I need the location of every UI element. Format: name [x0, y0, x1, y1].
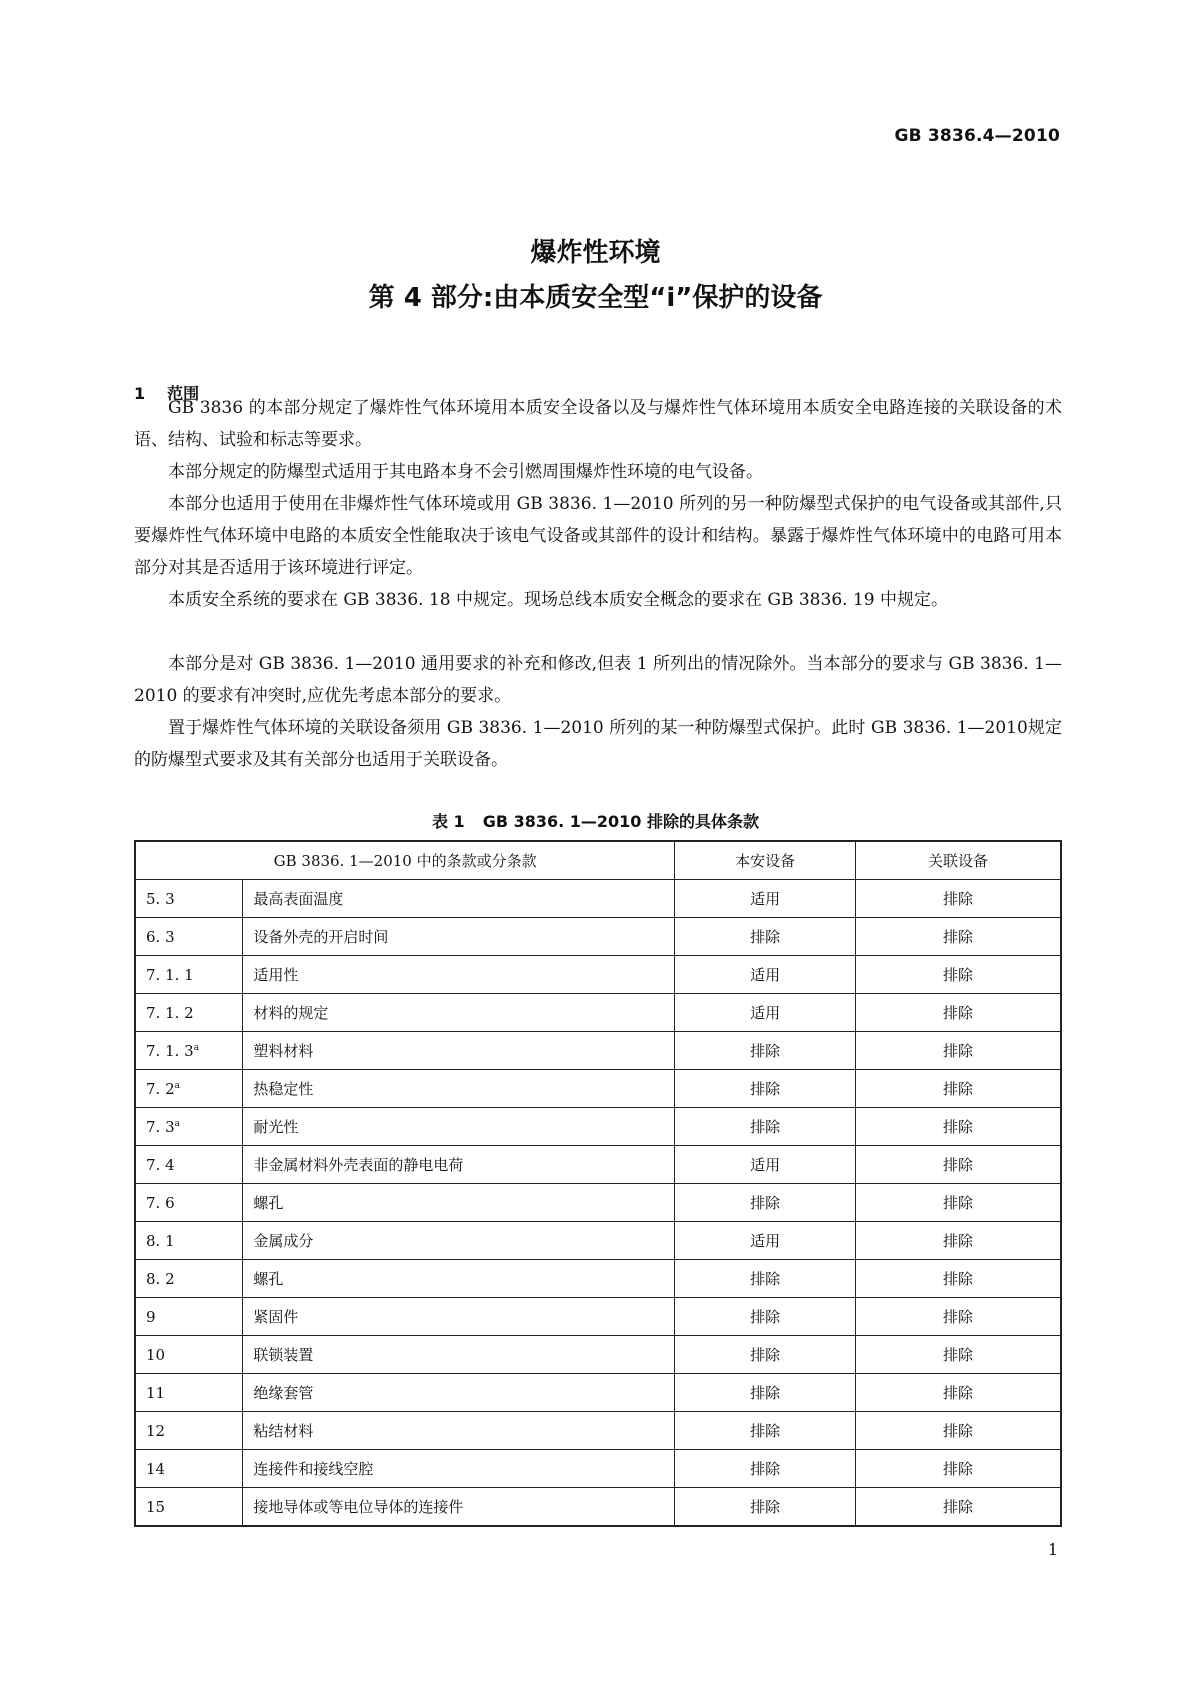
clause-title: 螺孔: [243, 1184, 675, 1222]
document-title: 爆炸性环境: [530, 238, 661, 268]
footnote-mark: a: [193, 1042, 200, 1053]
clause-title: 最高表面温度: [243, 880, 675, 918]
clause-title: 适用性: [243, 956, 675, 994]
intrinsic-status: 排除: [675, 1336, 856, 1374]
clause-title: 金属成分: [243, 1222, 675, 1260]
table-header-row: [135, 841, 1061, 880]
intrinsic-status: 适用: [675, 1222, 856, 1260]
paragraph: 本质安全系统的要求在 GB 3836. 18 中规定。现场总线本质安全概念的要求在 GB 3836. 19 中规定。: [168, 590, 948, 610]
header-associated-equipment: 关联设备: [855, 841, 1061, 880]
associated-status: 排除: [855, 1488, 1061, 1527]
table-caption-title: GB 3836. 1—2010 排除的具体条款: [482, 812, 760, 831]
associated-status: 排除: [855, 1146, 1061, 1184]
clause-number: 8. 2: [135, 1260, 243, 1298]
table-row: [135, 1336, 1061, 1374]
intrinsic-status: 适用: [675, 1146, 856, 1184]
clause-number: 8. 1: [135, 1222, 243, 1260]
clause-title: 联锁装置: [243, 1336, 675, 1374]
clause-number: 14: [135, 1450, 243, 1488]
intrinsic-status: 排除: [675, 1412, 856, 1450]
clause-title: 连接件和接线空腔: [243, 1450, 675, 1488]
clause-number: 7. 4: [135, 1146, 243, 1184]
paragraph: 置于爆炸性气体环境的关联设备须用 GB 3836. 1—2010 所列的某一种防爆型式保护。此时 GB 3836. 1—2010规定的防爆型式要求及其有关部分也适用于关联设备。: [134, 718, 1062, 770]
table-row: [135, 956, 1061, 994]
intrinsic-status: 排除: [675, 918, 856, 956]
standard-code: GB 3836.4—2010: [894, 126, 1060, 146]
intrinsic-status: 排除: [675, 1298, 856, 1336]
table-caption-label: 表 1: [431, 812, 465, 831]
clause-number: 7. 2: [146, 1079, 175, 1098]
paragraph: 本部分规定的防爆型式适用于其电路本身不会引燃周围爆炸性环境的电气设备。: [168, 462, 763, 482]
table-row: [135, 1450, 1061, 1488]
associated-status: 排除: [855, 1184, 1061, 1222]
clause-title: 螺孔: [243, 1260, 675, 1298]
clause-title: 热稳定性: [243, 1070, 675, 1108]
clause-title: 绝缘套管: [243, 1374, 675, 1412]
associated-status: 排除: [855, 1108, 1061, 1146]
page-number: 1: [1047, 1540, 1058, 1559]
intrinsic-status: 适用: [675, 956, 856, 994]
header-clause: GB 3836. 1—2010 中的条款或分条款: [135, 841, 675, 880]
associated-status: 排除: [855, 918, 1061, 956]
associated-status: 排除: [855, 1374, 1061, 1412]
clause-title: 接地导体或等电位导体的连接件: [243, 1488, 675, 1527]
clause-title: 耐光性: [243, 1108, 675, 1146]
paragraph: 本部分也适用于使用在非爆炸性气体环境或用 GB 3836. 1—2010 所列的另一种防爆型式保护的电气设备或其部件,只要爆炸性气体环境中电路的本质安全性能取决于该电气设备或其部件的设计和结构。暴露于爆炸性气体环境中的电路可用本部分对其是否适用于该环境进行评定。: [134, 494, 1062, 578]
intrinsic-status: 排除: [675, 1374, 856, 1412]
table-row: [135, 1146, 1061, 1184]
clause-number: 7. 6: [135, 1184, 243, 1222]
intrinsic-status: 排除: [675, 1260, 856, 1298]
clause-number: 7. 1. 3: [146, 1041, 194, 1060]
clause-number: 11: [135, 1374, 243, 1412]
clause-number: 9: [135, 1298, 243, 1336]
table-row: [135, 994, 1061, 1032]
table-row: [135, 880, 1061, 918]
table-caption: [0, 809, 1191, 832]
table-row: [135, 1298, 1061, 1336]
associated-status: 排除: [855, 1336, 1061, 1374]
associated-status: 排除: [855, 1298, 1061, 1336]
section-number: 1: [134, 384, 146, 403]
intrinsic-status: 排除: [675, 1488, 856, 1527]
table-row: [135, 1374, 1061, 1412]
table-row: [135, 1260, 1061, 1298]
clause-title: 设备外壳的开启时间: [243, 918, 675, 956]
clause-number: 7. 3: [146, 1117, 175, 1136]
footnote-mark: a: [174, 1118, 180, 1129]
intrinsic-status: 排除: [675, 1450, 856, 1488]
table-row: [135, 1412, 1061, 1450]
table-row: [135, 1108, 1061, 1146]
clause-title: 非金属材料外壳表面的静电电荷: [243, 1146, 675, 1184]
associated-status: 排除: [855, 880, 1061, 918]
clause-cell: [135, 1070, 243, 1108]
clause-number: 12: [135, 1412, 243, 1450]
associated-status: 排除: [855, 1070, 1061, 1108]
table-row: [135, 1222, 1061, 1260]
clause-title: 粘结材料: [243, 1412, 675, 1450]
intrinsic-status: 排除: [675, 1184, 856, 1222]
paragraph: 本部分是对 GB 3836. 1—2010 通用要求的补充和修改,但表 1 所列出的情况除外。当本部分的要求与 GB 3836. 1—2010 的要求有冲突时,应优先考虑本部分的要求。: [134, 654, 1062, 706]
associated-status: 排除: [855, 1260, 1061, 1298]
associated-status: 排除: [855, 1222, 1061, 1260]
footnote-mark: a: [174, 1080, 180, 1091]
clause-cell: [135, 1108, 243, 1146]
paragraph: GB 3836 的本部分规定了爆炸性气体环境用本质安全设备以及与爆炸性气体环境用本质安全电路连接的关联设备的术语、结构、试验和标志等要求。: [134, 398, 1062, 450]
clause-cell: [135, 1032, 243, 1070]
clauses-table: [134, 840, 1062, 1527]
table-row: [135, 918, 1061, 956]
clause-number: 15: [135, 1488, 243, 1527]
document-subtitle: 第 4 部分:由本质安全型“i”保护的设备: [368, 283, 823, 313]
table-row: [135, 1488, 1061, 1527]
clause-title: 塑料材料: [243, 1032, 675, 1070]
associated-status: 排除: [855, 994, 1061, 1032]
table-row: [135, 1070, 1061, 1108]
clause-title: 紧固件: [243, 1298, 675, 1336]
clause-number: 7. 1. 1: [135, 956, 243, 994]
clause-number: 5. 3: [135, 880, 243, 918]
intrinsic-status: 适用: [675, 994, 856, 1032]
intrinsic-status: 排除: [675, 1032, 856, 1070]
table-row: [135, 1184, 1061, 1222]
table-row: [135, 1032, 1061, 1070]
clause-number: 6. 3: [135, 918, 243, 956]
header-intrinsic-equipment: 本安设备: [675, 841, 856, 880]
associated-status: 排除: [855, 1412, 1061, 1450]
section-title: 范围: [167, 384, 200, 403]
clause-title: 材料的规定: [243, 994, 675, 1032]
associated-status: 排除: [855, 956, 1061, 994]
intrinsic-status: 排除: [675, 1070, 856, 1108]
intrinsic-status: 排除: [675, 1108, 856, 1146]
clause-number: 7. 1. 2: [135, 994, 243, 1032]
clause-number: 10: [135, 1336, 243, 1374]
intrinsic-status: 适用: [675, 880, 856, 918]
associated-status: 排除: [855, 1450, 1061, 1488]
associated-status: 排除: [855, 1032, 1061, 1070]
